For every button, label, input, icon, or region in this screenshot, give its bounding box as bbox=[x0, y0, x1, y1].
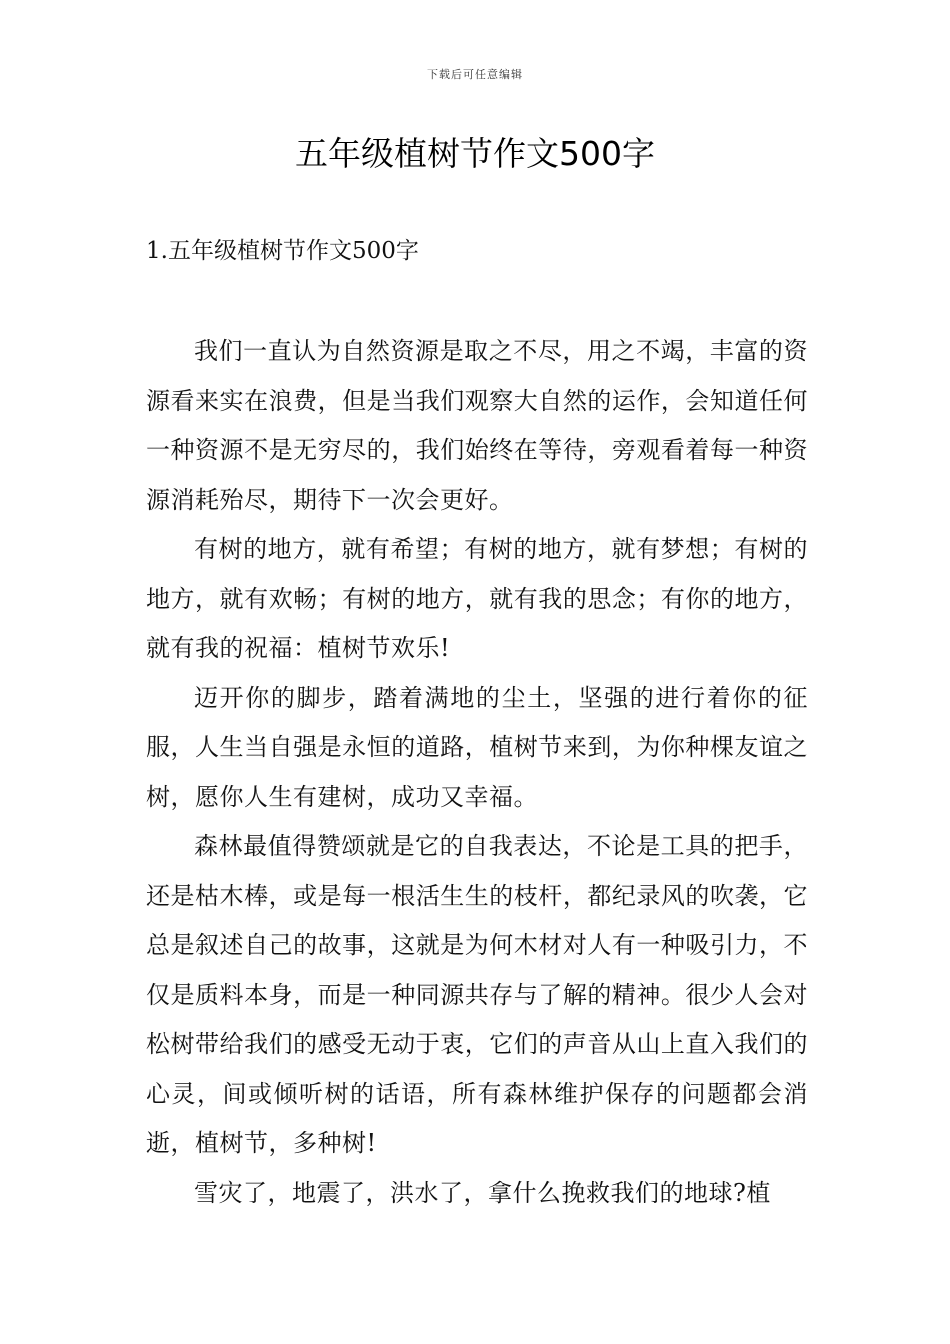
body-text bbox=[146, 327, 808, 1218]
paragraph: 我们一直认为自然资源是取之不尽，用之不竭，丰富的资源看来实在浪费，但是当我们观察大自然的运作，会知道任何一种资源不是无穷尽的，我们始终在等待，旁观看着每一种资源消耗殆尽，期待下一次会更好。 bbox=[146, 337, 808, 514]
paragraph: 迈开你的脚步，踏着满地的尘土，坚强的进行着你的征服，人生当自强是永恒的道路，植树节来到，为你种棵友谊之树，愿你人生有建树，成功又幸福。 bbox=[146, 683, 808, 811]
section-heading: 1.五年级植树节作文500字 bbox=[146, 238, 419, 264]
paragraph: 森林最值得赞颂就是它的自我表达，不论是工具的把手，还是枯木棒，或是每一根活生生的枝杆，都纪录风的吹袭，它总是叙述自己的故事，这就是为何木材对人有一种吸引力，不仅是质料本身，而是一种同源共存与了解的精神。很少人会对松树带给我们的感受无动于衷，它们的声音从山上直入我们的心灵，间或倾听树的话语，所有森林维护保存的问题都会消逝，植树节，多种树! bbox=[146, 832, 808, 1157]
header-note: 下载后可任意编辑 bbox=[427, 68, 523, 81]
paragraph: 雪灾了，地震了，洪水了，拿什么挽救我们的地球?植 bbox=[194, 1178, 771, 1207]
document-title: 五年级植树节作文500字 bbox=[295, 134, 655, 173]
paragraph: 有树的地方，就有希望；有树的地方，就有梦想；有树的地方，就有欢畅；有树的地方，就有我的思念；有你的地方，就有我的祝福：植树节欢乐! bbox=[146, 535, 808, 662]
